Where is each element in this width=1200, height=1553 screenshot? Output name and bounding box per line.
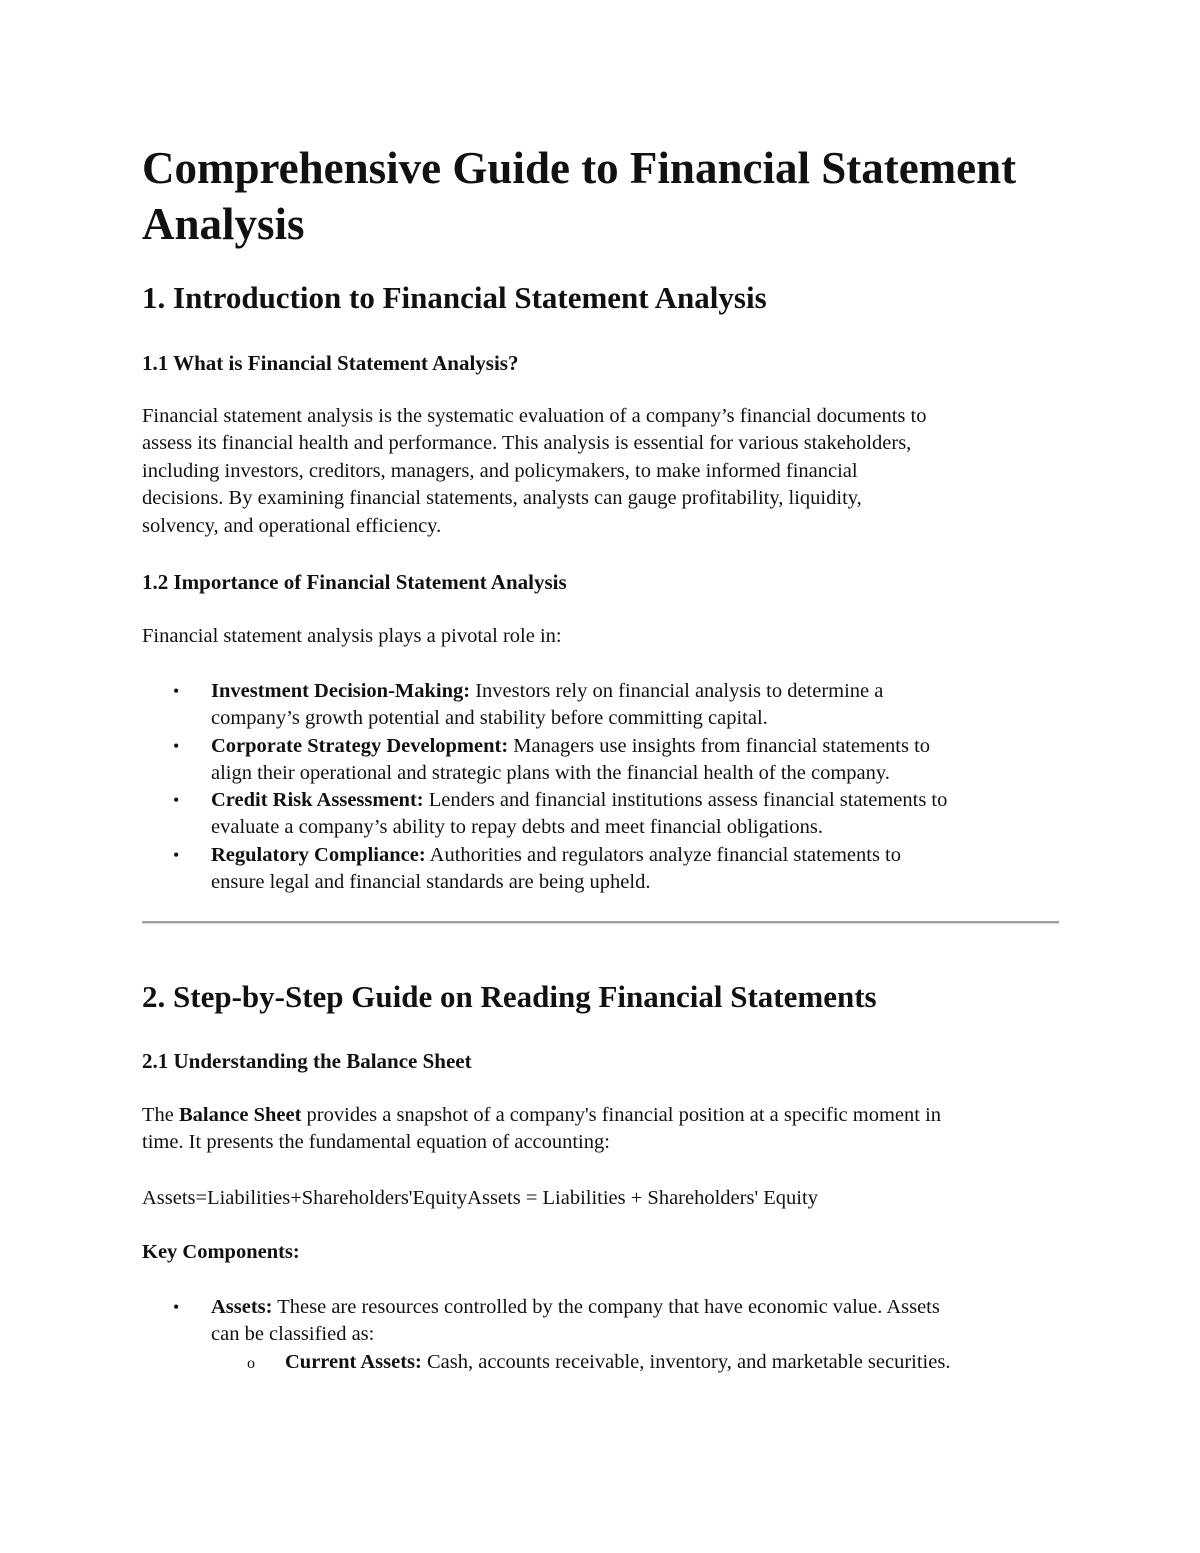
paragraph-line: solvency, and operational efficiency. (142, 514, 442, 537)
paragraph-text: The (142, 1104, 179, 1126)
paragraph-line: including investors, creditors, managers, and policymakers, to make informed financial (142, 459, 858, 482)
paragraph-line: time. It presents the fundamental equation of accounting: (142, 1131, 610, 1154)
item-text: ensure legal and financial standards are being upheld. (211, 871, 651, 894)
list-item (142, 678, 1072, 733)
bullet-icon: • (173, 735, 180, 756)
section-1-heading: 1. Introduction to Financial Statement Analysis (142, 280, 767, 315)
item-text: These are resources controlled by the company that have economic value. Assets (272, 1296, 940, 1318)
document-title: Comprehensive Guide to Financial Statement Analysis (142, 143, 1017, 249)
paragraph-line: decisions. By examining financial statements, analysts can gauge profitability, liquidity, (142, 487, 862, 510)
item-text: Lenders and financial institutions assess financial statements to (423, 789, 948, 812)
paragraph-line: assess its financial health and performance. This analysis is essential for various stakeholders, (142, 432, 912, 455)
bullet-icon: • (173, 844, 180, 865)
key-components-list (142, 1294, 1072, 1349)
subsection-1-1-heading: 1.1 What is Financial Statement Analysis? (142, 351, 519, 375)
list-item (142, 842, 1072, 897)
item-term: Investment Decision-Making: (211, 680, 471, 702)
paragraph-what-is (142, 403, 1072, 540)
importance-list (142, 678, 1072, 896)
balance-sheet-paragraph (142, 1102, 1072, 1157)
list-item (142, 1294, 1072, 1349)
item-term: Regulatory Compliance: (211, 843, 426, 866)
item-text: Investors rely on financial analysis to determine a (470, 680, 884, 702)
sub-list-item (247, 1349, 950, 1377)
section-2-heading: 2. Step-by-Step Guide on Reading Financial Statements (142, 979, 877, 1014)
list-item (142, 787, 1072, 842)
item-text: Cash, accounts receivable, inventory, and marketable securities. (421, 1351, 951, 1373)
balance-sheet-term: Balance Sheet (179, 1104, 302, 1126)
importance-intro: Financial statement analysis plays a pivotal role in: (142, 625, 562, 647)
bullet-icon: • (173, 1297, 180, 1317)
item-term: Assets: (211, 1296, 273, 1318)
bullet-icon: • (173, 790, 180, 811)
subsection-2-1-heading: 2.1 Understanding the Balance Sheet (142, 1049, 472, 1073)
paragraph-line: Financial statement analysis is the systematic evaluation of a company’s financial documents to (142, 405, 927, 427)
item-text: Managers use insights from financial statements to (508, 734, 931, 757)
item-text: align their operational and strategic plans with the financial health of the company. (211, 761, 890, 784)
key-components-label: Key Components: (142, 1241, 300, 1263)
item-term: Corporate Strategy Development: (211, 734, 509, 757)
horizontal-divider (142, 921, 1059, 924)
item-text: can be classified as: (211, 1323, 375, 1346)
list-item (142, 733, 1072, 788)
circle-bullet-icon: o (247, 1355, 255, 1372)
item-text: evaluate a company’s ability to repay debts and meet financial obligations. (211, 816, 823, 839)
item-text: Authorities and regulators analyze financial statements to (425, 843, 901, 866)
item-term: Current Assets: (285, 1351, 422, 1373)
item-term: Credit Risk Assessment: (211, 789, 424, 812)
paragraph-text: provides a snapshot of a company's financial position at a specific moment in (301, 1104, 942, 1126)
bullet-icon: • (173, 681, 180, 701)
accounting-equation: Assets=Liabilities+Shareholders'EquityAssets = Liabilities + Shareholders' Equity (142, 1187, 818, 1209)
subsection-1-2-heading: 1.2 Importance of Financial Statement Analysis (142, 570, 567, 594)
item-text: company’s growth potential and stability before committing capital. (211, 707, 768, 730)
